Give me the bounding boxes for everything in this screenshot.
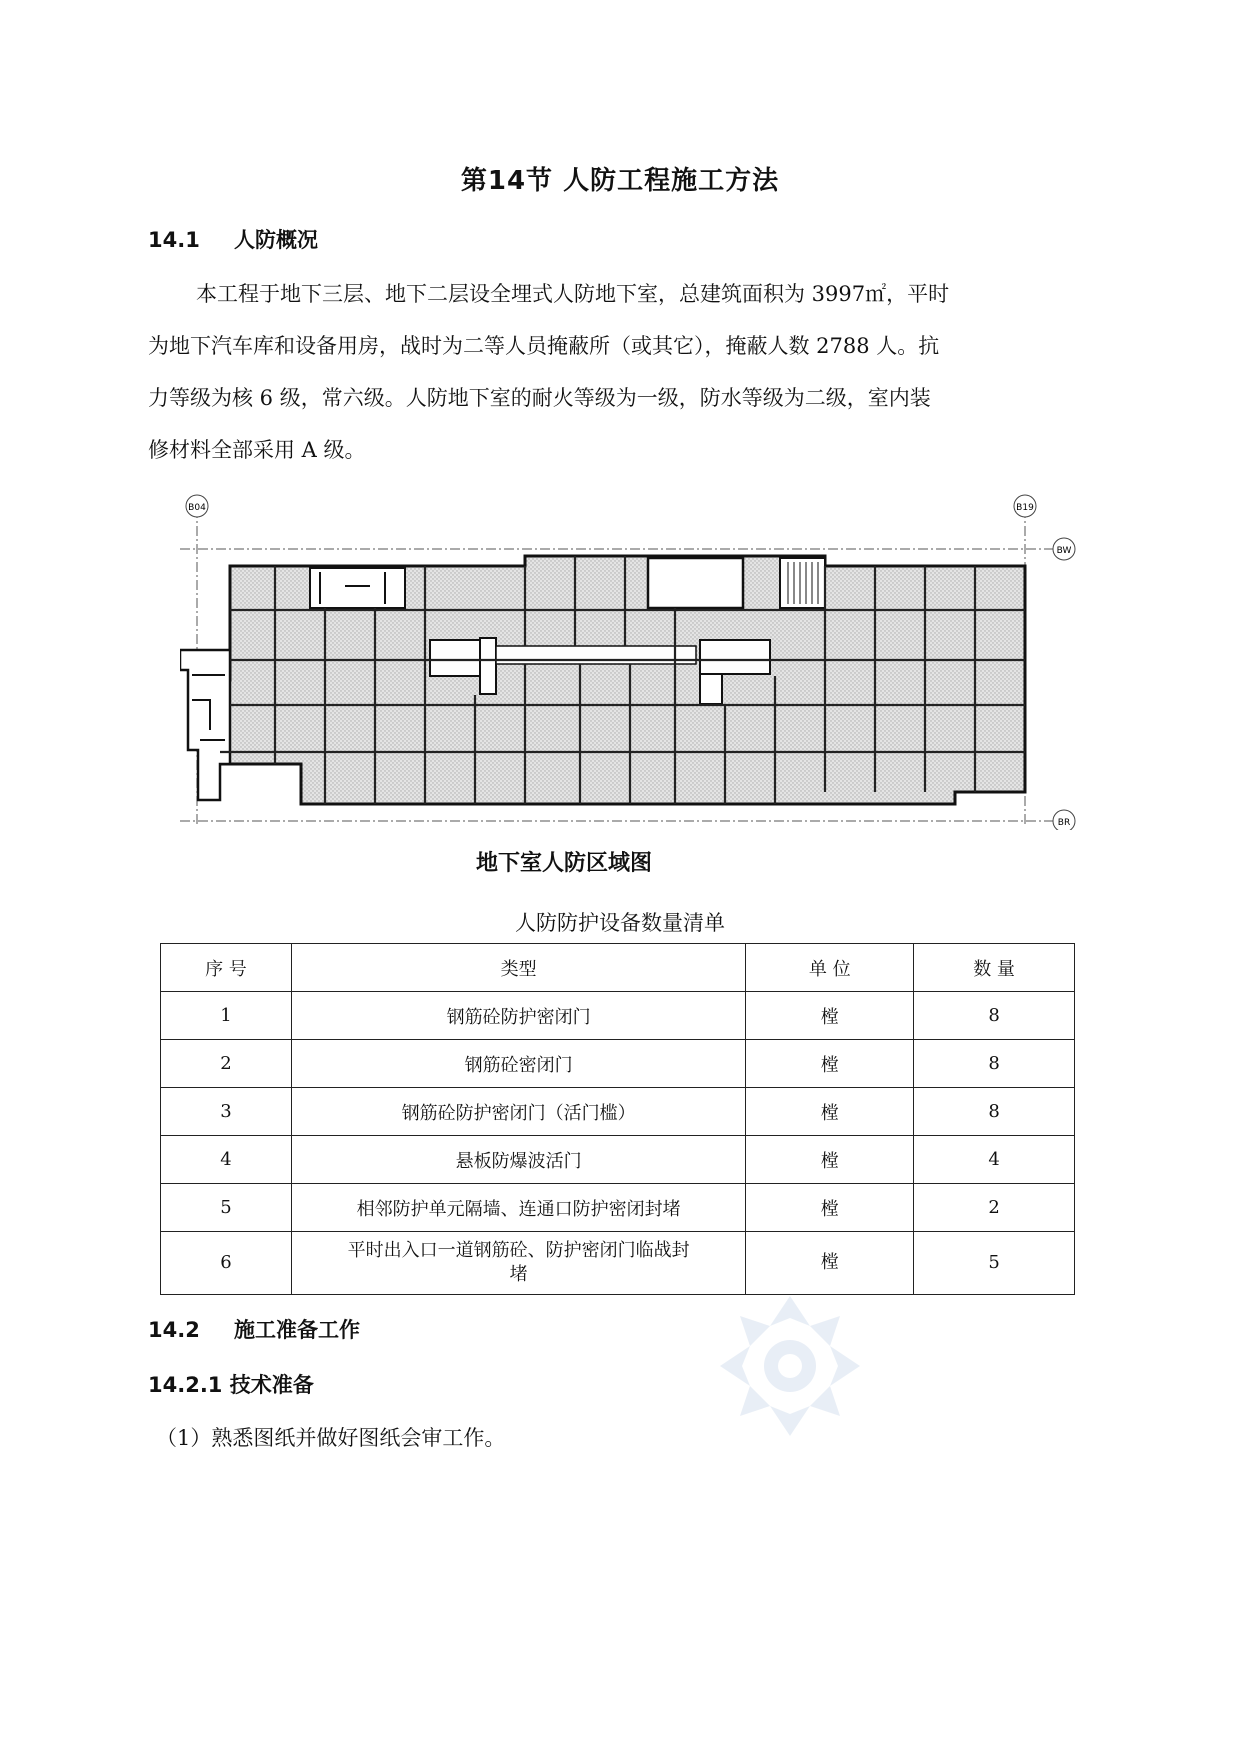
- header-cell: 数 量: [914, 944, 1075, 992]
- core-right: [700, 640, 770, 674]
- corridor: [496, 646, 696, 664]
- page-title: 第14节 人防工程施工方法: [460, 166, 780, 196]
- cell-type: 相邻防护单元隔墙、连通口防护密闭封堵: [291, 1184, 745, 1232]
- paragraph-line: 为地下汽车库和设备用房，战时为二等人员掩蔽所（或其它），掩蔽人数 2788 人。抗: [148, 334, 940, 358]
- table-row: [161, 1184, 1075, 1232]
- section-14-2-1-heading: [148, 1369, 314, 1399]
- cell-unit: 樘: [746, 1040, 914, 1088]
- cell-qty: 2: [914, 1184, 1075, 1232]
- paragraph-line: 本工程于地下三层、地下二层设全埋式人防地下室，总建筑面积为 3997㎡，平时: [196, 282, 950, 306]
- section-title: 施工准备工作: [234, 1318, 360, 1342]
- section-14-2-heading: [148, 1314, 360, 1344]
- paragraph-line: 力等级为核 6 级，常六级。人防地下室的耐火等级为一级，防水等级为二级，室内装: [148, 386, 931, 410]
- table-row: [161, 992, 1075, 1040]
- section-14-1-heading: [148, 224, 318, 254]
- cell-type: 钢筋砼防护密闭门（活门槛）: [291, 1088, 745, 1136]
- overview-paragraph: [148, 268, 1088, 476]
- core-middle: [430, 640, 485, 676]
- cell-qty: 8: [914, 1088, 1075, 1136]
- cell-no: 3: [161, 1088, 292, 1136]
- cell-qty: 8: [914, 992, 1075, 1040]
- cell-no: 1: [161, 992, 292, 1040]
- table-row: [161, 1232, 1075, 1295]
- section-title: 人防概况: [234, 228, 318, 252]
- left-annex: [180, 650, 230, 800]
- cell-qty: 4: [914, 1136, 1075, 1184]
- basement-civil-defense-floor-plan: [180, 490, 1080, 830]
- grid-bubble: [1014, 495, 1036, 517]
- cell-qty: 5: [914, 1232, 1075, 1295]
- core-upper-left: [310, 568, 405, 608]
- table-header-row: [161, 944, 1075, 992]
- figure-caption: 地下室人防区域图: [476, 851, 653, 876]
- header-cell: 单 位: [746, 944, 914, 992]
- core-middle-shaft: [480, 638, 496, 694]
- grid-bubble: [1053, 810, 1075, 830]
- cell-type-line: 堵: [509, 1264, 528, 1285]
- step-item: （1）熟悉图纸并做好图纸会审工作。: [156, 1426, 506, 1450]
- watermark-logo-icon: [720, 1296, 860, 1436]
- grid-bubble: [1053, 538, 1075, 560]
- cell-type: 钢筋砼密闭门: [291, 1040, 745, 1088]
- cell-no: 2: [161, 1040, 292, 1088]
- cell-unit: 樘: [746, 1184, 914, 1232]
- cell-unit: 樘: [746, 992, 914, 1040]
- svg-text:B19: B19: [1016, 503, 1034, 513]
- cell-type: [291, 1232, 745, 1295]
- section-number: 14.2.1: [148, 1373, 223, 1397]
- section-title: 技术准备: [229, 1373, 314, 1397]
- service-bay: [648, 558, 743, 608]
- table-title: 人防防护设备数量清单: [515, 911, 725, 935]
- header-cell: 类型: [291, 944, 745, 992]
- paragraph-line: 修材料全部采用 A 级。: [148, 438, 366, 462]
- cell-type-line: 平时出入口一道钢筋砼、防护密闭门临战封: [347, 1240, 690, 1261]
- cell-no: 6: [161, 1232, 292, 1295]
- section-number: 14.1: [148, 228, 200, 252]
- table-row: [161, 1088, 1075, 1136]
- cell-type: 钢筋砼防护密闭门: [291, 992, 745, 1040]
- cell-unit: 樘: [746, 1232, 914, 1295]
- svg-text:BW: BW: [1056, 546, 1072, 556]
- cell-unit: 樘: [746, 1136, 914, 1184]
- equipment-table: [160, 943, 1075, 1295]
- core-right-shaft: [700, 674, 722, 704]
- svg-text:B04: B04: [188, 503, 206, 513]
- cell-unit: 樘: [746, 1088, 914, 1136]
- header-cell: 序 号: [161, 944, 292, 992]
- section-number: 14.2: [148, 1318, 200, 1342]
- table-row: [161, 1136, 1075, 1184]
- cell-no: 5: [161, 1184, 292, 1232]
- table-row: [161, 1040, 1075, 1088]
- grid-bubble: [186, 495, 208, 517]
- cell-no: 4: [161, 1136, 292, 1184]
- cell-qty: 8: [914, 1040, 1075, 1088]
- svg-text:BR: BR: [1057, 818, 1071, 828]
- cell-type: 悬板防爆波活门: [291, 1136, 745, 1184]
